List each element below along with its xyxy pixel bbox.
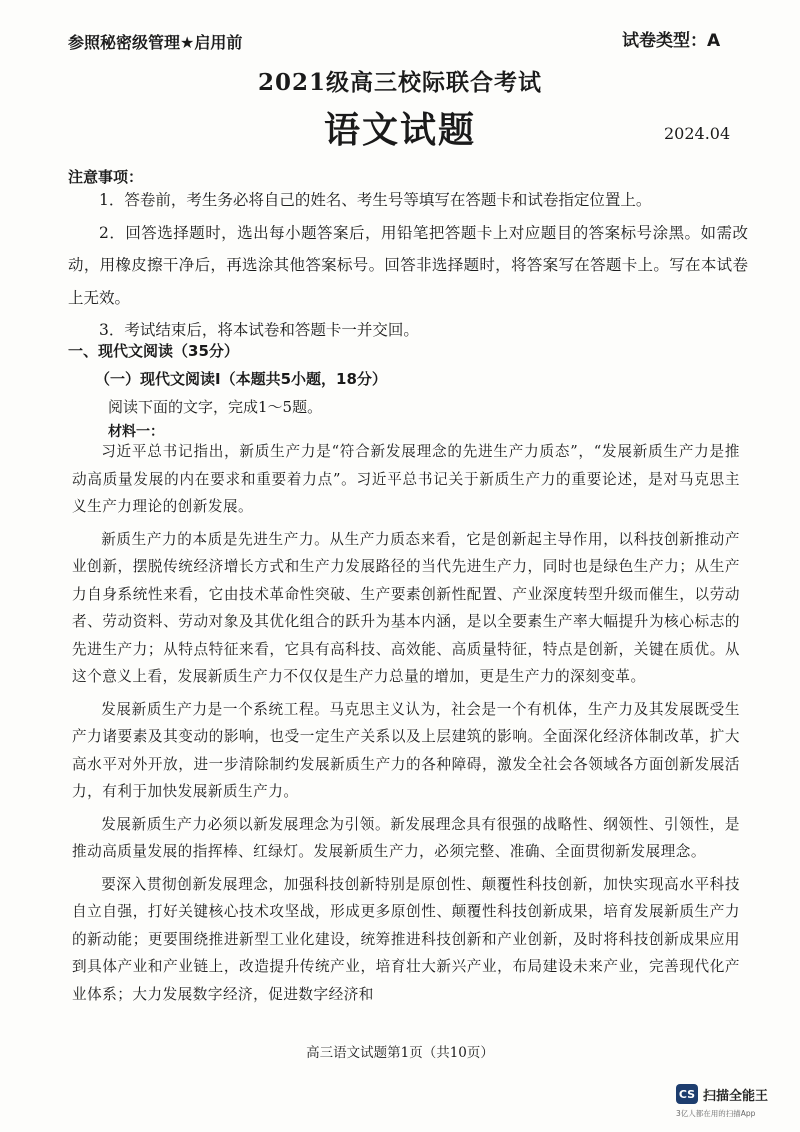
exam-date: 2024.04 xyxy=(664,124,731,143)
material-label: 材料一： xyxy=(108,424,164,440)
material-paragraph: 新质生产力的本质是先进生产力。从生产力质态来看，它是创新起主导作用，以科技创新推动产业创新，摆脱传统经济增长方式和生产力发展路径的当代先进生产力，同时也是绿色生产力；从生产力自身系统性来看，它由技术革命性突破、生产要素创新性配置、产业深度转型升级而催生，以劳动者、劳动资料、劳动对象及其优化组合的跃升为基本内涵，是以全要素生产率大幅提升为核心标志的先进生产力；从特点特征来看，它具有高科技、高效能、高质量特征，特点是创新，关键在质优。从这个意义上看，发展新质生产力不仅仅是生产力总量的增加，更是生产力的深刻变革。 xyxy=(72,530,740,685)
notice-list xyxy=(68,184,748,347)
section-heading: 一、现代文阅读（35分） xyxy=(68,342,239,360)
scanner-tagline: 3亿人都在用的扫描App xyxy=(676,1109,756,1118)
sub-section-heading: （一）现代文阅读Ⅰ（本题共5小题，18分） xyxy=(95,370,387,388)
material-paragraph: 习近平总书记指出，新质生产力是“符合新发展理念的先进生产力质态”，“发展新质生产力是推动高质量发展的内在要求和重要着力点”。习近平总书记关于新质生产力的重要论述，是对马克思主义生产力理论的创新发展。 xyxy=(72,443,740,515)
security-label: 参照秘密级管理★启用前 xyxy=(68,33,243,52)
scanner-app-name: 扫描全能王 xyxy=(703,1088,769,1104)
material-paragraph: 要深入贯彻创新发展理念，加强科技创新特别是原创性、颠覆性科技创新，加快实现高水平科技自立自强，打好关键核心技术攻坚战，形成更多原创性、颠覆性科技创新成果，培育发展新质生产力的新动能；更要围绕推进新型工业化建设，统筹推进科技创新和产业创新，及时将科技创新成果应用到具体产业和产业链上，改造提升传统产业，培育壮大新兴产业，布局建设未来产业，完善现代化产业体系；大力发展数字经济，促进数字经济和 xyxy=(72,875,740,1003)
page-footer: 高三语文试题第1页（共10页） xyxy=(306,1045,494,1061)
material-text xyxy=(72,438,740,1008)
camscanner-logo-icon: CS xyxy=(676,1084,698,1104)
notice-heading: 注意事项： xyxy=(68,168,144,186)
scanner-watermark xyxy=(676,1084,768,1104)
paper-type-label: 试卷类型：A xyxy=(622,31,721,51)
reading-instruction: 阅读下面的文字，完成1～5题。 xyxy=(108,398,323,416)
material-paragraph: 发展新质生产力是一个系统工程。马克思主义认为，社会是一个有机体，生产力及其发展既受生产力诸要素及其变动的影响，也受一定生产关系以及上层建筑的影响。全面深化经济体制改革，扩大高水平对外开放，进一步清除制约发展新质生产力的各种障碍，激发全社会各领域各方面创新发展活力，有利于加快发展新质生产力。 xyxy=(72,700,740,800)
notice-item: 2．回答选择题时，选出每小题答案后，用铅笔把答题卡上对应题目的答案标号涂黑。如需改动，用橡皮擦干净后，再选涂其他答案标号。回答非选择题时，将答案写在答题卡上。写在本试卷上无效。 xyxy=(68,223,748,307)
subject-title: 语文试题 xyxy=(323,109,476,151)
notice-item: 1．答卷前，考生务必将自己的姓名、考生号等填写在答题卡和试卷指定位置上。 xyxy=(99,191,652,209)
notice-item: 3．考试结束后，将本试卷和答题卡一并交回。 xyxy=(99,321,419,339)
exam-title: 2021级高三校际联合考试 xyxy=(257,69,542,96)
material-paragraph: 发展新质生产力必须以新发展理念为引领。新发展理念具有很强的战略性、纲领性、引领性，是推动高质量发展的指挥棒、红绿灯。发展新质生产力，必须完整、准确、全面贯彻新发展理念。 xyxy=(72,815,740,860)
